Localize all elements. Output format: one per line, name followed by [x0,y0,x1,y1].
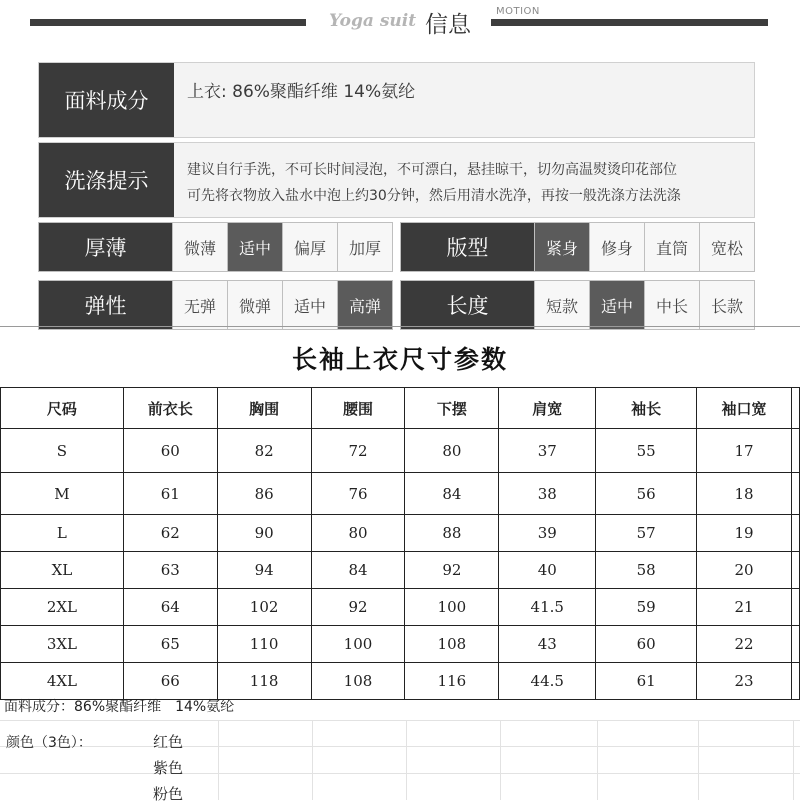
thickness-option: 微薄 [172,223,227,271]
measurement-cell: 18 [697,473,792,515]
measurement-cell: 66 [123,663,217,700]
elasticity-option: 微弹 [227,281,282,329]
wash-line-1: 建议自行手洗，不可长时间浸泡，不可漂白，悬挂晾干，切勿高温熨烫印花部位 [187,162,677,178]
size-table-row [1,626,800,663]
measurement-cell: 61 [596,663,697,700]
thickness-option: 加厚 [337,223,392,271]
measurement-cell: 72 [311,429,405,473]
measurement-cell: 80 [405,429,499,473]
header-cell: 下摆 [405,388,499,429]
elasticity-option: 无弹 [172,281,227,329]
header-cell: 前衣长 [123,388,217,429]
measurement-cell: 62 [123,515,217,552]
measurement-cell: 59 [596,589,697,626]
measurement-cell: 57 [596,515,697,552]
wash-line-2: 可先将衣物放入盐水中泡上约30分钟，然后用清水洗净，再按一般洗涤方法洗涤 [187,188,681,204]
measurement-cell: 55 [596,429,697,473]
edge-cell [791,473,799,515]
measurement-cell: 23 [697,663,792,700]
measurement-cell: 92 [311,589,405,626]
edge-cell [791,589,799,626]
measurement-cell: 86 [217,473,311,515]
measurement-cell: 84 [405,473,499,515]
motion-caption: MOTION [496,6,540,17]
measurement-cell: 65 [123,626,217,663]
size-table-row [1,473,800,515]
decorative-bar-right [491,19,768,26]
measurement-cell: 80 [311,515,405,552]
measurement-cell: 84 [311,552,405,589]
size-table-row [1,589,800,626]
wash-label: 洗涤提示 [39,143,174,217]
decorative-bar-left [30,19,306,26]
fit-option: 紧身 [534,223,589,271]
section-title: 信息 [425,12,471,38]
measurement-cell: 19 [697,515,792,552]
colors-label: 颜色（3色）： [6,735,92,751]
measurement-cell: 40 [499,552,596,589]
section-divider [0,326,800,327]
measurement-cell: 63 [123,552,217,589]
size-table-row [1,663,800,700]
measurement-cell: 43 [499,626,596,663]
thickness-label: 厚薄 [39,223,172,271]
header-cell: 袖口宽 [697,388,792,429]
size-cell: L [1,515,124,552]
header-cell: 腰围 [311,388,405,429]
measurement-cell: 100 [311,626,405,663]
spreadsheet-gridlines [0,720,800,800]
measurement-cell: 39 [499,515,596,552]
size-cell: M [1,473,124,515]
measurement-cell: 92 [405,552,499,589]
measurement-cell: 100 [405,589,499,626]
header-cell-edge [791,388,799,429]
size-table-row [1,429,800,473]
size-cell: 2XL [1,589,124,626]
length-label: 长度 [401,281,534,329]
yoga-suit-caption: Yoga suit [329,11,417,31]
edge-cell [791,663,799,700]
measurement-cell: 60 [123,429,217,473]
header-cell: 袖长 [596,388,697,429]
measurement-cell: 88 [405,515,499,552]
measurement-cell: 61 [123,473,217,515]
measurement-cell: 108 [405,626,499,663]
color-item: 红色 [153,733,184,751]
measurement-cell: 94 [217,552,311,589]
measurement-cell: 22 [697,626,792,663]
size-cell: S [1,429,124,473]
measurement-cell: 60 [596,626,697,663]
wash-value [187,157,681,209]
wash-info-row [38,142,755,218]
measurement-cell: 116 [405,663,499,700]
size-table-row [1,552,800,589]
fit-option: 宽松 [699,223,754,271]
measurement-cell: 58 [596,552,697,589]
measurement-cell: 76 [311,473,405,515]
color-item: 粉色 [153,785,184,803]
measurement-cell: 108 [311,663,405,700]
length-option: 适中 [589,281,644,329]
size-table-title: 长袖上衣尺寸参数 [291,345,508,374]
length-attribute [400,280,755,330]
thickness-option: 偏厚 [282,223,337,271]
measurement-cell: 110 [217,626,311,663]
measurement-cell: 37 [499,429,596,473]
size-cell: 4XL [1,663,124,700]
measurement-cell: 56 [596,473,697,515]
fabric-value: 上衣: 86%聚酯纤维 14%氨纶 [187,82,416,102]
edge-cell [791,626,799,663]
elasticity-label: 弹性 [39,281,172,329]
size-table-header-row [1,388,800,429]
thickness-option: 适中 [227,223,282,271]
fit-option: 修身 [589,223,644,271]
measurement-cell: 44.5 [499,663,596,700]
measurement-cell: 17 [697,429,792,473]
edge-cell [791,429,799,473]
elasticity-option: 适中 [282,281,337,329]
length-option: 短款 [534,281,589,329]
elasticity-attribute [38,280,393,330]
edge-cell [791,552,799,589]
edge-cell [791,515,799,552]
measurement-cell: 41.5 [499,589,596,626]
thickness-attribute [38,222,393,272]
measurement-cell: 64 [123,589,217,626]
size-cell: 3XL [1,626,124,663]
fit-label: 版型 [401,223,534,271]
fabric-label: 面料成分 [39,63,174,137]
measurement-cell: 38 [499,473,596,515]
header-cell: 肩宽 [499,388,596,429]
measurement-cell: 21 [697,589,792,626]
composition-note: 面料成分：86%聚酯纤维 14%氨纶 [4,699,235,715]
length-option: 长款 [699,281,754,329]
measurement-cell: 82 [217,429,311,473]
fit-option: 直筒 [644,223,699,271]
fit-attribute [400,222,755,272]
color-item: 紫色 [153,759,184,777]
elasticity-option: 高弹 [337,281,392,329]
length-option: 中长 [644,281,699,329]
measurement-cell: 20 [697,552,792,589]
size-cell: XL [1,552,124,589]
measurement-cell: 90 [217,515,311,552]
header-cell: 胸围 [217,388,311,429]
fabric-info-row [38,62,755,138]
size-table-row [1,515,800,552]
section-header-banner [0,0,800,52]
header-cell: 尺码 [1,388,124,429]
measurement-cell: 118 [217,663,311,700]
measurement-cell: 102 [217,589,311,626]
size-table [0,387,800,700]
